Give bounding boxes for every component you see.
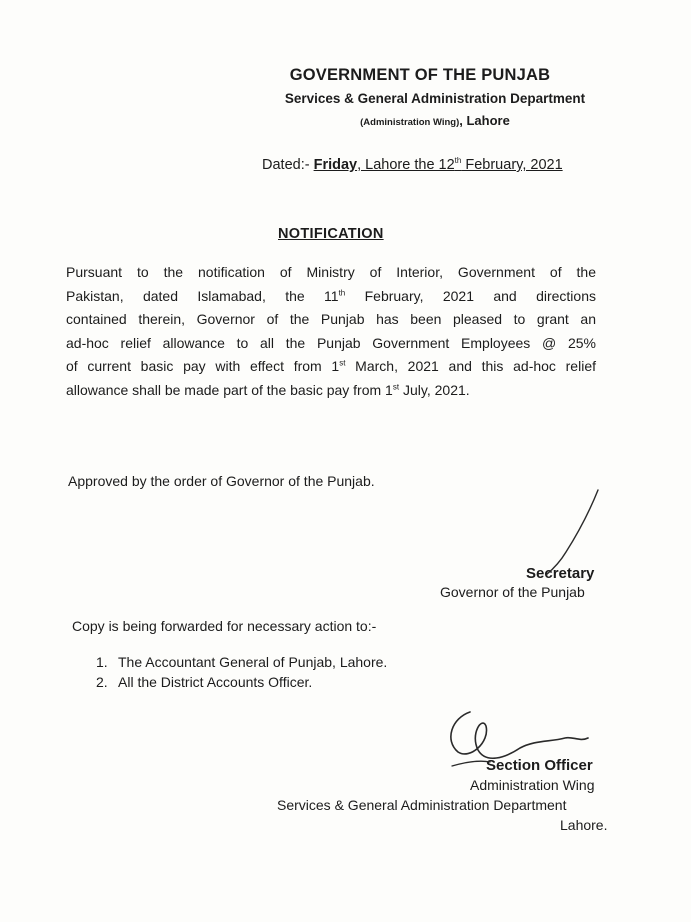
section-officer-department: Services & General Administration Department (277, 797, 567, 813)
section-officer-title: Section Officer (486, 757, 593, 774)
body-text: of current basic pay with effect from 1 (66, 358, 340, 375)
notification-body (66, 261, 596, 403)
body-line (66, 379, 596, 403)
section-officer-city: Lahore. (560, 817, 608, 833)
body-line: Pursuant to the notification of Ministry of Interior, Government of the (66, 264, 596, 280)
body-sup: st (339, 358, 346, 368)
list-item-text: The Accountant General of Punjab, Lahore. (118, 654, 388, 670)
body-line: contained therein, Governor of the Punjab has been pleased to grant an (66, 311, 596, 328)
notification-title: NOTIFICATION (278, 226, 384, 242)
body-line (66, 355, 596, 379)
list-item-number: 1. (96, 654, 108, 670)
dated-rest: February, 2021 (461, 157, 563, 173)
body-sup: th (338, 287, 346, 297)
header-wing-city: , Lahore (459, 113, 510, 128)
dated-sup: th (454, 156, 462, 166)
header-government-title: GOVERNMENT OF THE PUNJAB (289, 66, 551, 84)
list-item-number: 2. (96, 674, 108, 690)
dated-line (262, 157, 563, 173)
body-line: ad-hoc relief allowance to all the Punjab Government Employees @ 25% (66, 334, 596, 351)
list-item-text: All the District Accounts Officer. (118, 674, 313, 690)
body-sup: st (392, 382, 400, 392)
section-officer-signature-icon (451, 712, 588, 758)
list-item (96, 654, 387, 674)
approval-line: Approved by the order of Governor of the Punjab. (68, 473, 375, 489)
copy-list (96, 654, 387, 694)
dated-day: Friday (313, 157, 358, 173)
body-text: allowance shall be made part of the basic pay from 1 (66, 381, 393, 398)
secretary-subtitle: Governor of the Punjab (440, 584, 585, 600)
dated-prefix: Dated:- (262, 157, 314, 173)
copy-forward-line: Copy is being forwarded for necessary action to:- (72, 618, 377, 634)
body-text: March, 2021 and this ad-hoc relief (345, 358, 596, 375)
body-text: February, 2021 and directions (345, 287, 596, 304)
section-officer-wing: Administration Wing (470, 777, 595, 793)
header-department: Services & General Administration Department (284, 91, 586, 106)
header-wing-name: (Administration Wing) (360, 117, 460, 128)
body-text: July, 2021. (399, 381, 470, 398)
section-officer-signature-tail-icon (452, 761, 490, 766)
body-line (66, 285, 596, 309)
body-text: Pakistan, dated Islamabad, the 11 (66, 287, 339, 304)
secretary-signature-icon (546, 490, 598, 575)
secretary-title: Secretary (526, 565, 595, 582)
dated-mid: , Lahore the 12 (357, 157, 455, 173)
header-wing (330, 113, 540, 128)
list-item (96, 674, 387, 694)
